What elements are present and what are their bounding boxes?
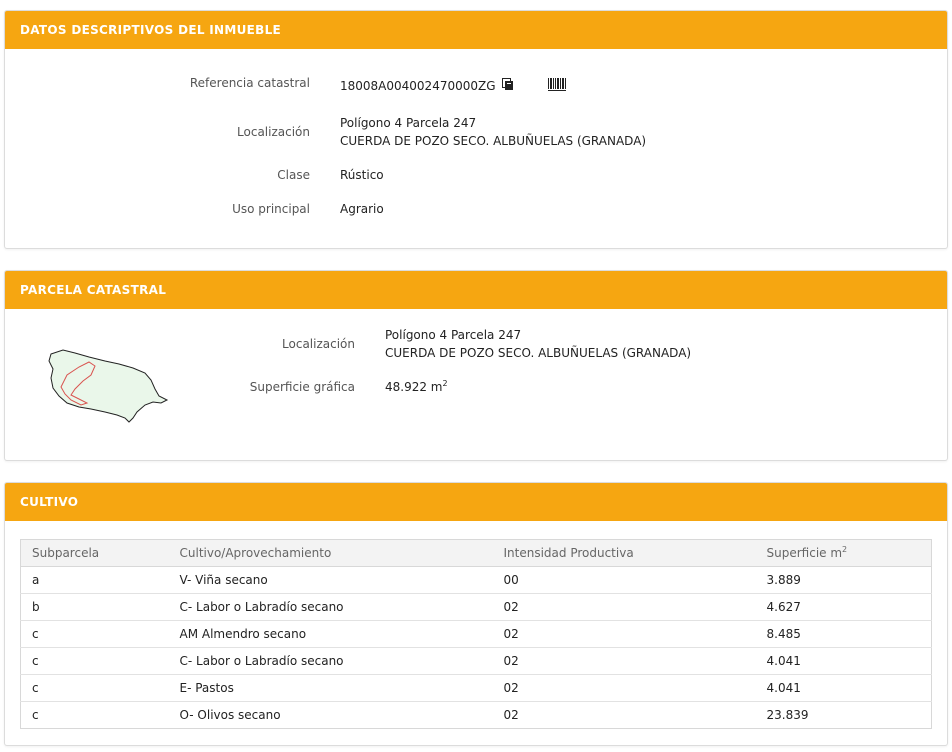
ref-catastral-value: 18008A004002470000ZG: [340, 79, 496, 93]
superficie-grafica-label: Superficie gráfica: [249, 380, 355, 394]
cell-subparcela: c: [21, 675, 169, 702]
header-superficie-exponent: 2: [842, 545, 848, 554]
uso-principal-value: Agrario: [340, 202, 384, 216]
table-header-row: [21, 540, 932, 567]
table-row: [21, 702, 932, 729]
cell-superficie: 23.839: [766, 708, 809, 722]
ref-catastral-value-group: [340, 77, 566, 96]
cell-superficie: 4.041: [756, 648, 932, 675]
cell-cultivo: AM Almendro secano: [169, 621, 493, 648]
ref-catastral-label: Referencia catastral: [189, 76, 310, 90]
parcela-catastral-panel: [4, 270, 948, 461]
barcode-icon[interactable]: [548, 78, 566, 96]
table-row: [21, 621, 932, 648]
cell-superficie: 3.889: [756, 567, 932, 594]
cultivo-table: [20, 539, 932, 729]
cultivo-panel: [4, 482, 948, 746]
cell-cultivo: C- Labor o Labradío secano: [169, 648, 493, 675]
cell-subparcela: c: [21, 648, 169, 675]
cell-intensidad: 00: [493, 567, 756, 594]
cell-intensidad: 02: [493, 621, 756, 648]
cell-cultivo: C- Labor o Labradío secano: [169, 594, 493, 621]
cell-superficie: 4.627: [756, 594, 932, 621]
cell-intensidad: 02: [493, 594, 756, 621]
cell-subparcela: a: [21, 567, 169, 594]
header-subparcela: Subparcela: [21, 540, 169, 567]
cell-subparcela: c: [21, 621, 169, 648]
cell-superficie: 8.485: [756, 621, 932, 648]
cell-intensidad: 02: [493, 648, 756, 675]
cultivo-title: CULTIVO: [5, 483, 947, 521]
datos-descriptivos-title: DATOS DESCRIPTIVOS DEL INMUEBLE: [5, 11, 947, 49]
clase-value: Rústico: [340, 168, 384, 182]
superficie-grafica-exponent: 2: [442, 379, 448, 388]
table-row: [21, 648, 932, 675]
localizacion-line2: CUERDA DE POZO SECO. ALBUÑUELAS (GRANADA): [340, 134, 647, 148]
parcel-outline: [49, 350, 167, 422]
cell-intensidad: 02: [503, 708, 519, 722]
cell-subparcela: c: [32, 708, 39, 722]
localizacion-label: Localización: [237, 125, 310, 139]
table-row: [21, 594, 932, 621]
superficie-grafica-value: [385, 378, 448, 396]
cell-intensidad: 02: [493, 675, 756, 702]
clase-label: Clase: [277, 168, 310, 182]
table-row: [21, 675, 932, 702]
parcela-catastral-title: PARCELA CATASTRAL: [5, 271, 947, 309]
cell-cultivo: E- Pastos: [169, 675, 493, 702]
header-cultivo: Cultivo/Aprovechamiento: [169, 540, 493, 567]
cell-cultivo: V- Viña secano: [169, 567, 493, 594]
header-superficie: [756, 540, 932, 567]
parcela-localizacion-line1: Polígono 4 Parcela 247: [385, 328, 522, 342]
header-intensidad: Intensidad Productiva: [493, 540, 756, 567]
datos-descriptivos-panel: [4, 10, 948, 249]
header-superficie-text: Superficie m: [766, 546, 843, 560]
cell-superficie: 4.041: [756, 675, 932, 702]
cell-subparcela: b: [21, 594, 169, 621]
localizacion-line1: Polígono 4 Parcela 247: [340, 116, 477, 130]
copy-icon[interactable]: [502, 78, 514, 96]
cell-cultivo: O- Olivos secano: [179, 708, 281, 722]
superficie-grafica-number: 48.922 m: [385, 380, 443, 394]
uso-principal-label: Uso principal: [232, 202, 310, 216]
parcela-localizacion-label: Localización: [282, 337, 355, 351]
table-row: [21, 567, 932, 594]
parcela-localizacion-line2: CUERDA DE POZO SECO. ALBUÑUELAS (GRANADA): [385, 346, 692, 360]
